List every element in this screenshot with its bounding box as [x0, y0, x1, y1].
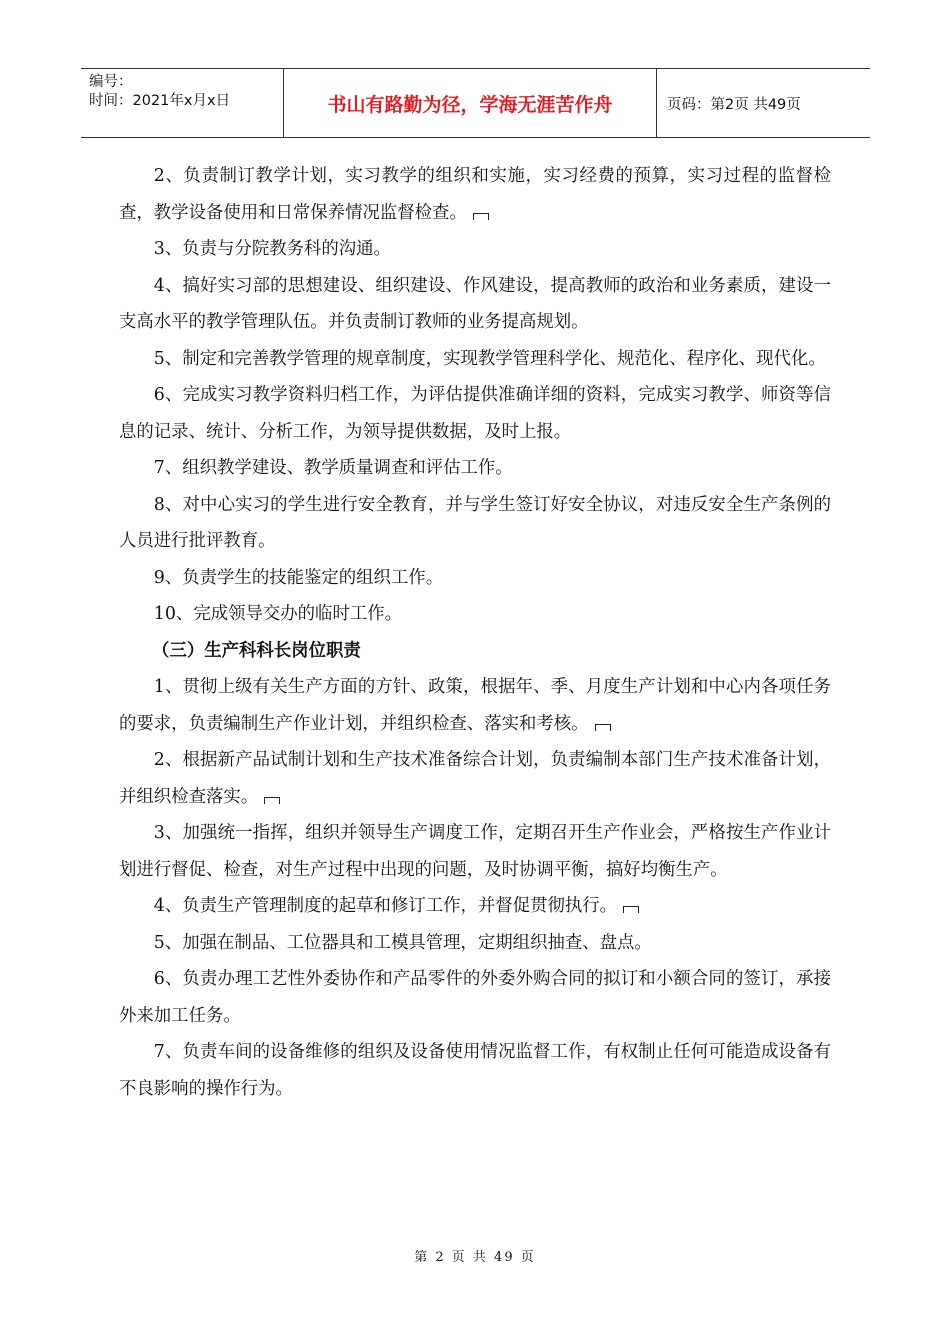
- paragraph-text: 7、负责车间的设备维修的组织及设备使用情况监督工作，有权制止任何可能造成设备有不良影响的操作行为。: [119, 1042, 831, 1099]
- paragraph: [119, 158, 831, 231]
- paragraph-text: 10、完成领导交办的临时工作。: [153, 604, 403, 624]
- paragraph: [119, 560, 831, 597]
- header-meta-cell: [81, 69, 284, 137]
- bracket-mark-icon: [473, 213, 489, 220]
- paragraph: [119, 742, 831, 815]
- page-header: [81, 68, 870, 138]
- paragraph-text: 5、加强在制品、工位器具和工模具管理，定期组织抽查、盘点。: [153, 932, 652, 953]
- paragraph-text: 6、完成实习教学资料归档工作，为评估提供准确详细的资料，完成实习教学、师资等信息的记录、统计、分析工作，为领导提供数据，及时上报。: [119, 385, 831, 442]
- paragraph: [119, 961, 831, 1034]
- paragraph: [119, 596, 831, 633]
- paragraph-text: 3、负责与分院教务科的沟通。: [153, 239, 391, 259]
- paragraph: [119, 888, 831, 925]
- document-body: [119, 158, 831, 1107]
- paragraph: [119, 268, 831, 341]
- paragraph-text: 4、搞好实习部的思想建设、组织建设、作风建设，提高教师的政治和业务素质，建设一支高水平的教学管理队伍。并负责制订教师的业务提高规划。: [119, 275, 831, 332]
- paragraph: [119, 231, 831, 268]
- bracket-mark-icon: [595, 724, 611, 731]
- bracket-mark-icon: [623, 906, 639, 913]
- paragraph-text: 6、负责办理工艺性外委协作和产品零件的外委外购合同的拟订和小额合同的签订，承接外来加工任务。: [119, 969, 831, 1026]
- paragraph: [119, 1034, 831, 1107]
- paragraph-text: （三）生产科科长岗位职责: [152, 640, 361, 661]
- paragraph-text: 4、负责生产管理制度的起草和修订工作，并督促贯彻执行。: [153, 896, 618, 916]
- bracket-mark-icon: [264, 797, 280, 804]
- document-date-label: 时间：2021年x月x日: [89, 93, 231, 109]
- paragraph-text: 1、贯彻上级有关生产方面的方针、政策，根据年、季、月度生产计划和中心内各项任务的要求，负责编制生产作业计划，并组织检查、落实和考核。: [119, 677, 831, 734]
- header-motto: 书山有路勤为径，学海无涯苦作舟: [284, 69, 657, 137]
- paragraph-text: 8、对中心实习的学生进行安全教育，并与学生签订好安全协议，对违反安全生产条例的人员进行批评教育。: [119, 494, 831, 551]
- paragraph: [119, 669, 831, 742]
- paragraph-text: 3、加强统一指挥，组织并领导生产调度工作，定期召开生产作业会，严格按生产作业计划进行督促、检查，对生产过程中出现的问题，及时协调平衡，搞好均衡生产。: [119, 823, 831, 880]
- paragraph: [119, 925, 831, 962]
- page-footer: 第 2 页 共 49 页: [414, 1250, 536, 1265]
- paragraph-text: 9、负责学生的技能鉴定的组织工作。: [153, 567, 444, 588]
- paragraph: [119, 341, 831, 378]
- paragraph-text: 2、根据新产品试制计划和生产技术准备综合计划，负责编制本部门生产技术准备计划，并组织检查落实。: [119, 750, 831, 807]
- paragraph: [119, 450, 831, 487]
- paragraph: [119, 815, 831, 888]
- paragraph-text: 2、负责制订教学计划，实习教学的组织和实施，实习经费的预算，实习过程的监督检查，教学设备使用和日常保养情况监督检查。: [119, 166, 831, 223]
- paragraph-text: 7、组织教学建设、教学质量调查和评估工作。: [153, 458, 513, 478]
- paragraph-text: 5、制定和完善教学管理的规章制度，实现教学管理科学化、规范化、程序化、现代化。: [153, 348, 826, 369]
- paragraph: [119, 377, 831, 450]
- paragraph: [119, 487, 831, 560]
- header-page-info: 页码：第2页 共49页: [667, 96, 801, 113]
- document-number-label: 编号：: [89, 74, 133, 90]
- section-heading: [119, 633, 831, 670]
